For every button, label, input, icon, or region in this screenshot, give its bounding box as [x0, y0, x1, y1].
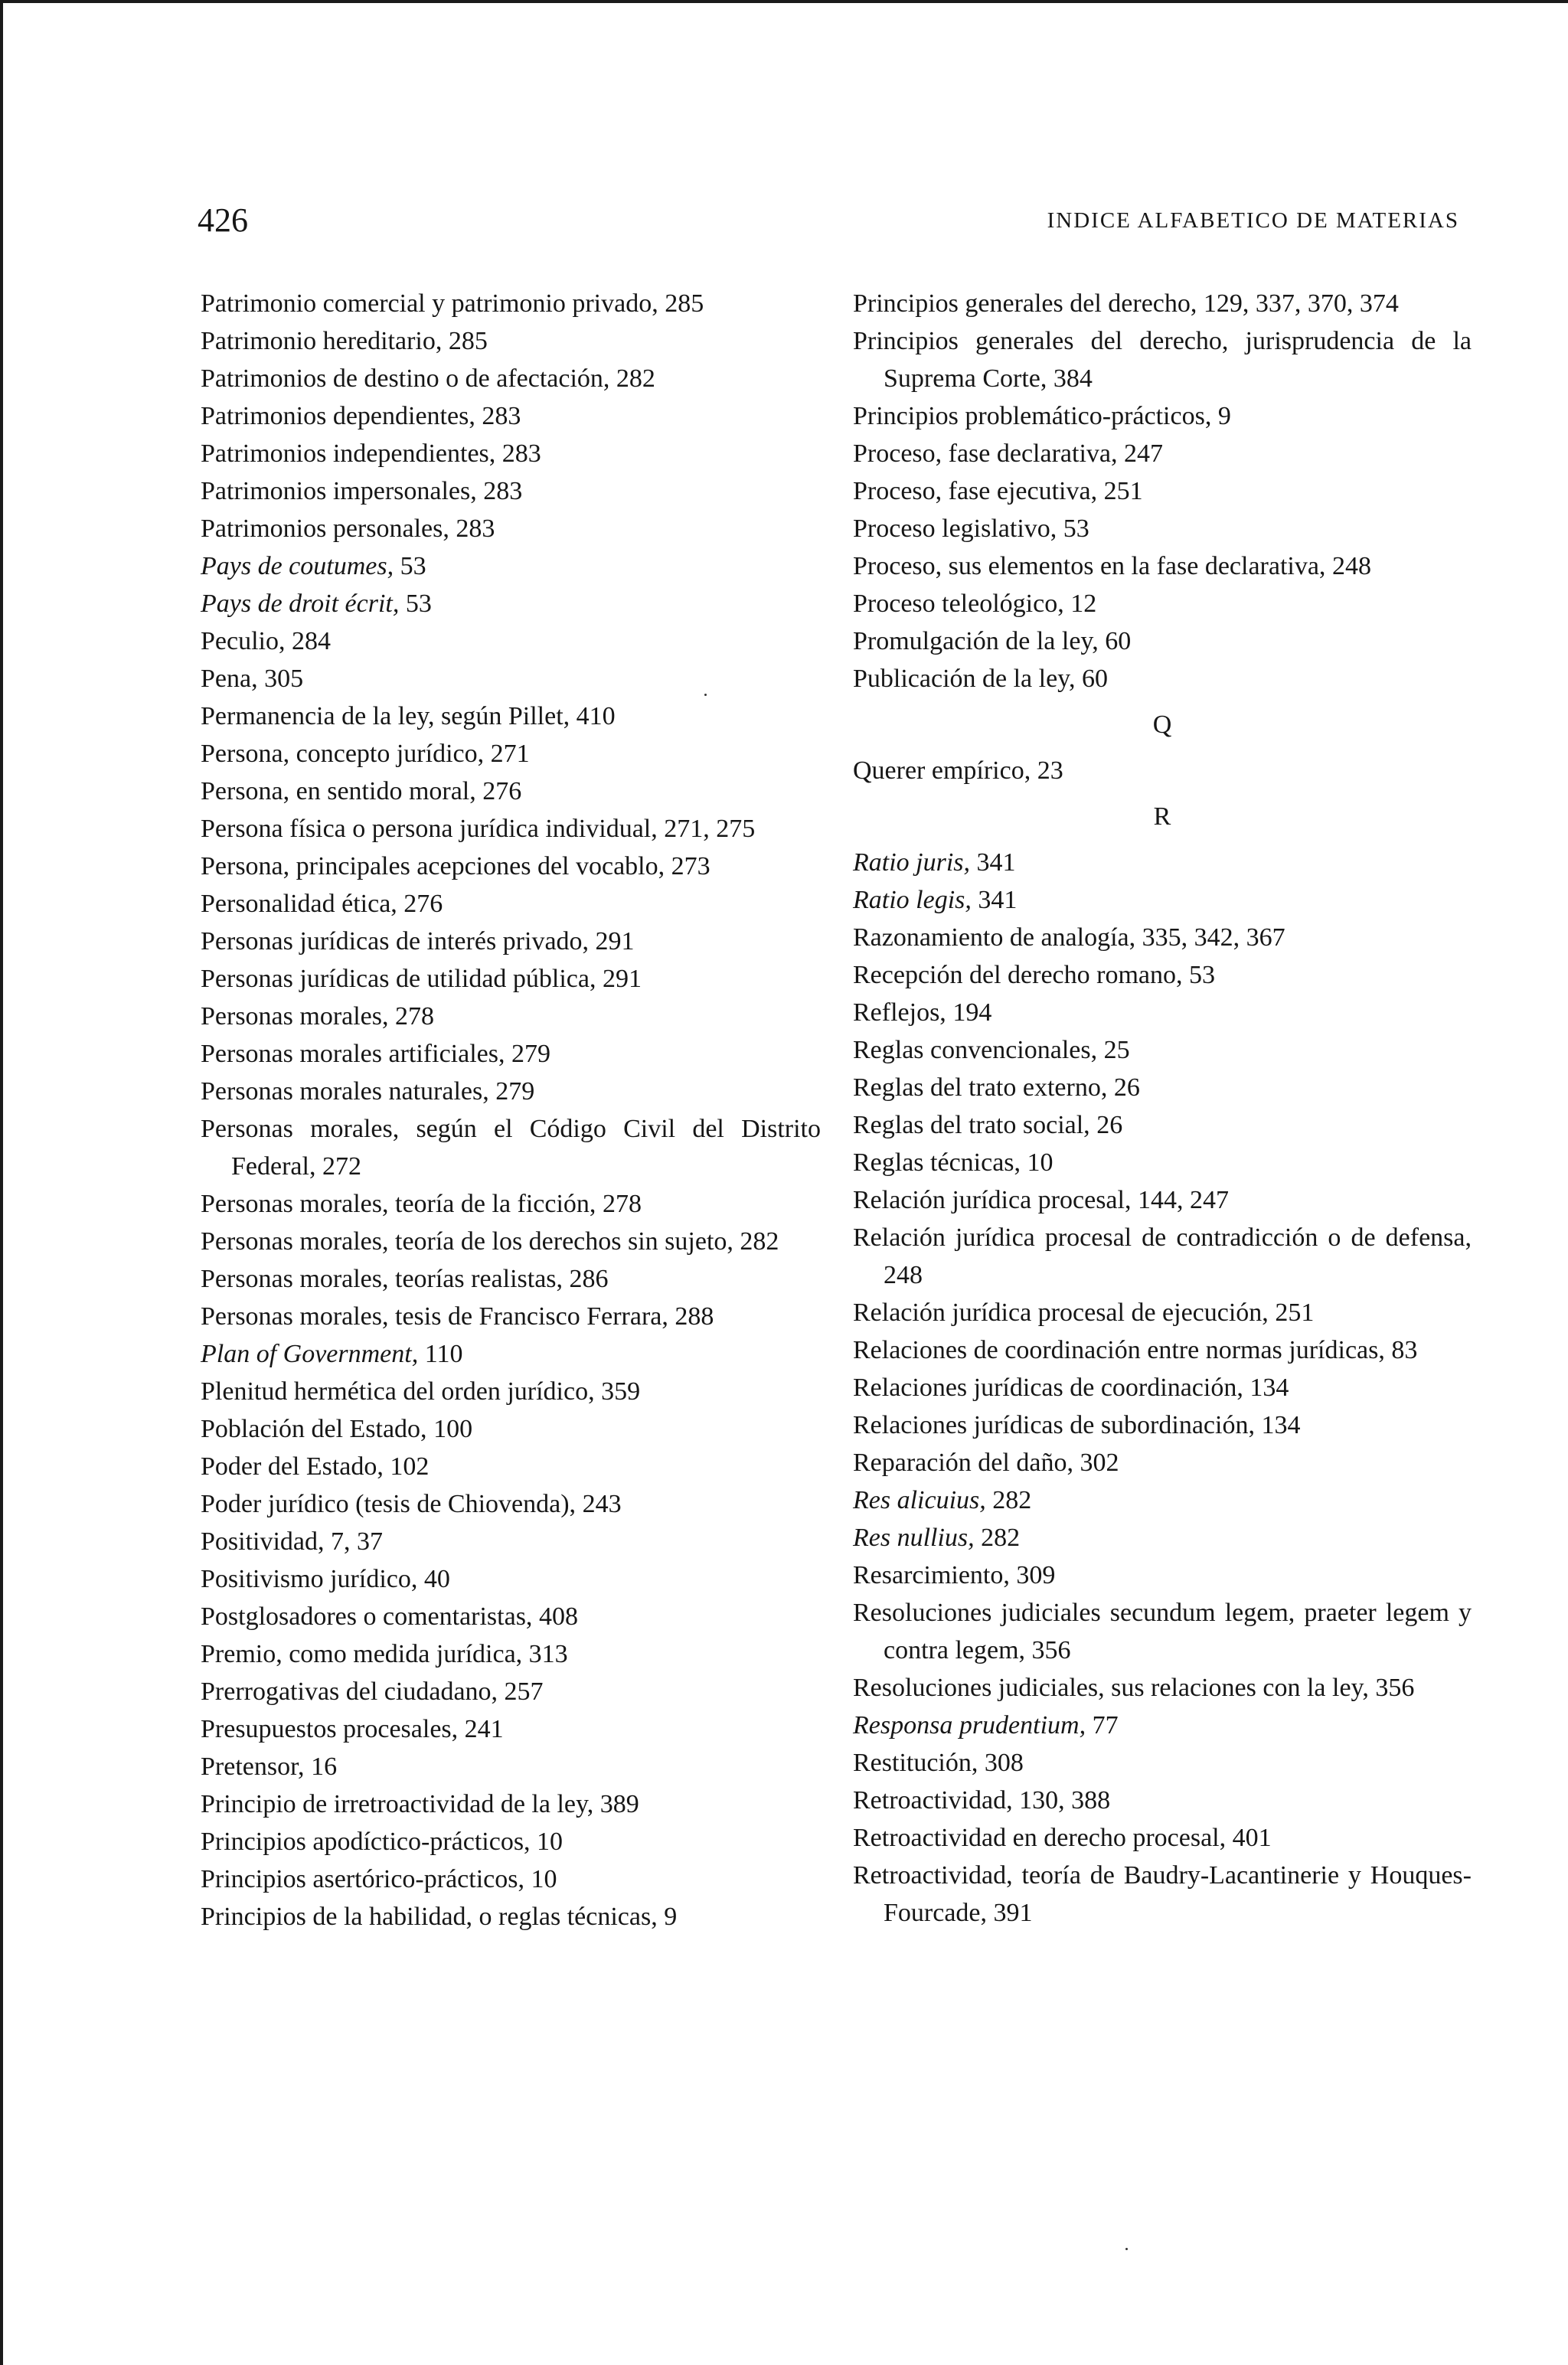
index-entry	[201, 1298, 821, 1335]
index-entry	[853, 956, 1472, 994]
index-entry	[853, 660, 1472, 697]
page-refs: 273	[671, 852, 710, 880]
page-refs: 309	[1016, 1561, 1056, 1589]
page-refs: 384	[1053, 364, 1093, 393]
index-entry	[853, 1369, 1472, 1406]
page-edge-top	[0, 0, 1568, 3]
page-refs: 60	[1105, 627, 1132, 655]
page-refs: 276	[403, 890, 443, 918]
index-term: Relación jurídica procesal de ejecución,	[853, 1298, 1269, 1327]
index-entry	[201, 585, 821, 622]
index-entry	[201, 1448, 821, 1485]
index-term: Premio, como medida jurídica,	[201, 1640, 523, 1668]
index-term: Resoluciones judiciales, sus relaciones con la ley,	[853, 1674, 1369, 1702]
index-entry	[853, 397, 1472, 435]
index-entry	[201, 1785, 821, 1823]
page-refs: 10	[1027, 1148, 1054, 1177]
page-refs: 194	[952, 998, 992, 1027]
index-entry	[201, 1635, 821, 1673]
index-term: Patrimonios de destino o de afectación,	[201, 364, 610, 393]
page-refs: 10	[537, 1828, 564, 1856]
index-entry	[853, 622, 1472, 660]
index-column-right	[853, 285, 1472, 1932]
index-term: Personas morales artificiales,	[201, 1040, 505, 1068]
index-term: Presupuestos procesales,	[201, 1715, 459, 1743]
index-entry	[853, 1782, 1472, 1819]
index-term: Principios problemático-prácticos,	[853, 402, 1212, 430]
index-entry	[853, 285, 1472, 322]
index-entry	[853, 1106, 1472, 1144]
page-refs: 291	[603, 965, 642, 993]
index-entry	[201, 1335, 821, 1373]
index-term: Relación jurídica procesal,	[853, 1186, 1132, 1214]
index-term: Poder jurídico (tesis de Chiovenda),	[201, 1490, 577, 1518]
index-term: Res alicuius,	[853, 1486, 986, 1514]
index-term: Personas morales, según el Código Civil del Distrito Federal,	[201, 1115, 821, 1181]
page-refs: 313	[528, 1640, 568, 1668]
page-refs: 257	[504, 1677, 544, 1706]
index-term: Principios asertórico-prácticos,	[201, 1865, 524, 1893]
index-term: Personas morales,	[201, 1002, 389, 1031]
index-term: Plan of Government,	[201, 1340, 419, 1368]
page-refs: 356	[1375, 1674, 1415, 1702]
index-entry	[201, 1073, 821, 1110]
index-entry	[201, 472, 821, 510]
index-entry	[201, 1035, 821, 1073]
section-letter-text: Q	[1152, 710, 1172, 739]
index-entry	[201, 1560, 821, 1598]
index-entry	[201, 397, 821, 435]
index-term: Retroactividad en derecho procesal,	[853, 1824, 1227, 1852]
page-refs: 12	[1070, 590, 1097, 618]
index-entry	[201, 360, 821, 397]
page-refs: 276	[482, 777, 522, 805]
index-entry	[201, 1110, 821, 1185]
page-refs: 248	[884, 1261, 923, 1289]
page-refs: 83	[1391, 1336, 1418, 1364]
page-refs: 283	[456, 514, 495, 543]
index-term: Persona física o persona jurídica individual,	[201, 815, 658, 843]
page-refs: 283	[501, 439, 541, 468]
index-entry	[853, 1069, 1472, 1106]
section-letter	[853, 706, 1472, 744]
index-entry	[201, 285, 821, 322]
index-term: Responsa prudentium,	[853, 1711, 1086, 1739]
index-term: Restitución,	[853, 1749, 978, 1777]
page-refs: 410	[576, 702, 616, 730]
index-term: Personas morales, tesis de Francisco Ferrara,	[201, 1302, 668, 1331]
paper-speck	[704, 694, 707, 696]
index-term: Población del Estado,	[201, 1415, 427, 1443]
index-entry	[853, 1444, 1472, 1481]
page-refs: 391	[993, 1899, 1033, 1927]
index-entry	[201, 1485, 821, 1523]
page-refs: 278	[602, 1190, 642, 1218]
index-entry	[201, 660, 821, 697]
index-entry	[853, 1406, 1472, 1444]
index-entry	[201, 735, 821, 773]
page-refs: 389	[599, 1790, 639, 1818]
page-refs: 251	[1275, 1298, 1315, 1327]
index-entry	[853, 752, 1472, 789]
page-refs: 60	[1081, 665, 1108, 693]
index-entry	[853, 1669, 1472, 1707]
index-entry	[201, 773, 821, 810]
index-entry	[201, 322, 821, 360]
page-refs: 9	[1217, 402, 1231, 430]
index-term: Postglosadores o comentaristas,	[201, 1602, 533, 1631]
index-entry	[853, 1857, 1472, 1932]
index-entry	[853, 1594, 1472, 1669]
index-entry	[201, 435, 821, 472]
index-entry	[201, 923, 821, 960]
page-refs: 53	[400, 552, 426, 580]
index-term: Relación jurídica procesal de contradicción o de defensa,	[853, 1223, 1472, 1252]
page-refs: 102	[390, 1452, 430, 1481]
index-term: Patrimonios dependientes,	[201, 402, 475, 430]
page-refs: 7, 37	[331, 1527, 384, 1556]
page-refs: 308	[984, 1749, 1024, 1777]
index-entry	[201, 1598, 821, 1635]
page-refs: 134	[1250, 1374, 1289, 1402]
index-term: Principios apodíctico-prácticos,	[201, 1828, 531, 1856]
page-number: 426	[198, 201, 248, 239]
index-term: Personas jurídicas de interés privado,	[201, 927, 590, 955]
page-refs: 282	[616, 364, 655, 393]
index-term: Retroactividad, teoría de Baudry-Lacantinerie y Houques-Fourcade,	[853, 1861, 1472, 1927]
index-entry	[201, 1673, 821, 1710]
page-refs: 291	[595, 927, 635, 955]
index-term: Relaciones jurídicas de coordinación,	[853, 1374, 1243, 1402]
index-term: Proceso teleológico,	[853, 590, 1064, 618]
index-term: Persona, principales acepciones del vocablo,	[201, 852, 665, 880]
index-entry	[853, 1557, 1472, 1594]
page-refs: 53	[1063, 514, 1089, 543]
page-refs: 144, 247	[1137, 1186, 1229, 1214]
index-entry	[853, 547, 1472, 585]
index-entry	[853, 1294, 1472, 1331]
index-term: Promulgación de la ley,	[853, 627, 1099, 655]
index-term: Persona, concepto jurídico,	[201, 740, 485, 768]
page-refs: 282	[981, 1524, 1021, 1552]
page-refs: 130, 388	[1019, 1786, 1111, 1815]
page-refs: 271, 275	[664, 815, 756, 843]
index-entry	[853, 844, 1472, 881]
section-letter	[853, 798, 1472, 836]
index-entry	[201, 1223, 821, 1260]
index-term: Recepción del derecho romano,	[853, 961, 1183, 989]
index-term: Personas jurídicas de utilidad pública,	[201, 965, 596, 993]
page-refs: 285	[665, 289, 704, 318]
page-refs: 359	[601, 1377, 641, 1406]
page-refs: 53	[1188, 961, 1215, 989]
page-refs: 9	[664, 1903, 678, 1931]
index-term: Plenitud hermética del orden jurídico,	[201, 1377, 595, 1406]
page-refs: 243	[582, 1490, 622, 1518]
index-entry	[201, 1748, 821, 1785]
page-refs: 241	[464, 1715, 504, 1743]
index-term: Principios de la habilidad, o reglas técnicas,	[201, 1903, 658, 1931]
page-refs: 305	[264, 665, 304, 693]
index-term: Reglas del trato externo,	[853, 1073, 1108, 1102]
index-entry	[201, 1410, 821, 1448]
index-term: Principios generales del derecho,	[853, 289, 1197, 318]
index-term: Prerrogativas del ciudadano,	[201, 1677, 498, 1706]
index-entry	[853, 1707, 1472, 1744]
page-refs: 251	[1103, 477, 1143, 505]
index-term: Poder del Estado,	[201, 1452, 384, 1481]
index-entry	[201, 998, 821, 1035]
index-column-left	[201, 285, 821, 1935]
page-refs: 16	[311, 1753, 338, 1781]
page-header	[198, 198, 1459, 243]
index-entry	[853, 1331, 1472, 1369]
page-refs: 247	[1124, 439, 1163, 468]
index-term: Relaciones de coordinación entre normas jurídicas,	[853, 1336, 1385, 1364]
index-term: Principio de irretroactividad de la ley,	[201, 1790, 594, 1818]
index-entry	[201, 547, 821, 585]
page-refs: 100	[433, 1415, 473, 1443]
index-term: Patrimonios personales,	[201, 514, 449, 543]
index-entry	[853, 1181, 1472, 1219]
page-refs: 341	[978, 886, 1018, 914]
page-refs: 25	[1103, 1036, 1130, 1064]
index-entry	[201, 1260, 821, 1298]
index-entry	[201, 1898, 821, 1935]
index-term: Proceso, fase declarativa,	[853, 439, 1118, 468]
index-entry	[853, 322, 1472, 397]
page-refs: 248	[1331, 552, 1371, 580]
page-refs: 10	[531, 1865, 557, 1893]
index-term: Reparación del daño,	[853, 1449, 1073, 1477]
index-term: Principios generales del derecho, jurisprudencia de la Suprema Corte,	[853, 327, 1472, 393]
page-refs: 271	[490, 740, 530, 768]
index-entry	[853, 881, 1472, 919]
page-refs: 408	[538, 1602, 578, 1631]
index-entry	[201, 960, 821, 998]
page-refs: 284	[291, 627, 331, 655]
index-term: Positivismo jurídico,	[201, 1565, 418, 1593]
index-term: Persona, en sentido moral,	[201, 777, 476, 805]
index-entry	[853, 585, 1472, 622]
page-refs: 129, 337, 370, 374	[1203, 289, 1399, 318]
index-term: Patrimonio comercial y patrimonio privado,	[201, 289, 658, 318]
index-entry	[853, 1819, 1472, 1857]
index-entry	[853, 1031, 1472, 1069]
index-entry	[201, 848, 821, 885]
index-entry	[201, 510, 821, 547]
page-refs: 283	[482, 402, 521, 430]
index-term: Pays de droit écrit,	[201, 590, 400, 618]
page-refs: 282	[992, 1486, 1032, 1514]
page-refs: 26	[1096, 1111, 1123, 1139]
page-refs: 279	[511, 1040, 550, 1068]
index-entry	[853, 1219, 1472, 1294]
page-refs: 341	[976, 848, 1016, 877]
index-entry	[853, 1144, 1472, 1181]
index-term: Reglas técnicas,	[853, 1148, 1021, 1177]
index-entry	[201, 1373, 821, 1410]
section-letter-text: R	[1153, 802, 1171, 831]
page-refs: 286	[569, 1265, 609, 1293]
index-term: Permanencia de la ley, según Pillet,	[201, 702, 570, 730]
index-term: Ratio legis,	[853, 886, 972, 914]
index-term: Proceso legislativo,	[853, 514, 1057, 543]
index-term: Reflejos,	[853, 998, 946, 1027]
index-entry	[201, 1523, 821, 1560]
index-entry	[853, 994, 1472, 1031]
index-term: Pretensor,	[201, 1753, 305, 1781]
page-refs: 279	[495, 1077, 535, 1106]
index-entry	[201, 1710, 821, 1748]
index-entry	[201, 622, 821, 660]
index-entry	[853, 435, 1472, 472]
page-refs: 40	[423, 1565, 450, 1593]
index-entry	[853, 1519, 1472, 1557]
index-entry	[853, 1481, 1472, 1519]
page-refs: 401	[1232, 1824, 1272, 1852]
index-term: Peculio,	[201, 627, 286, 655]
index-term: Personas morales, teorías realistas,	[201, 1265, 564, 1293]
index-entry	[201, 1185, 821, 1223]
page-refs: 134	[1261, 1411, 1301, 1439]
index-term: Publicación de la ley,	[853, 665, 1076, 693]
page-refs: 110	[424, 1340, 463, 1368]
index-term: Resarcimiento,	[853, 1561, 1010, 1589]
index-term: Reglas convencionales,	[853, 1036, 1098, 1064]
index-entry	[201, 885, 821, 923]
index-term: Retroactividad,	[853, 1786, 1013, 1815]
index-term: Relaciones jurídicas de subordinación,	[853, 1411, 1255, 1439]
paper-speck	[1125, 2248, 1128, 2250]
index-term: Proceso, sus elementos en la fase declarativa,	[853, 552, 1326, 580]
page-refs: 283	[483, 477, 523, 505]
page-refs: 23	[1037, 756, 1063, 785]
page-refs: 288	[675, 1302, 714, 1331]
index-term: Positividad,	[201, 1527, 325, 1556]
running-title: INDICE ALFABETICO DE MATERIAS	[1047, 208, 1459, 233]
index-term: Personalidad ética,	[201, 890, 397, 918]
index-entry	[201, 810, 821, 848]
index-term: Personas morales, teoría de los derechos sin sujeto,	[201, 1227, 733, 1256]
index-term: Querer empírico,	[853, 756, 1031, 785]
page-refs: 278	[395, 1002, 435, 1031]
page-refs: 356	[1031, 1636, 1071, 1664]
index-term: Pena,	[201, 665, 258, 693]
index-term: Ratio juris,	[853, 848, 971, 877]
index-term: Personas morales naturales,	[201, 1077, 489, 1106]
index-term: Personas morales, teoría de la ficción,	[201, 1190, 596, 1218]
index-term: Patrimonio hereditario,	[201, 327, 443, 355]
page-refs: 77	[1092, 1711, 1119, 1739]
index-term: Razonamiento de analogía,	[853, 923, 1136, 952]
page-edge-left	[0, 0, 3, 2365]
index-term: Patrimonios independientes,	[201, 439, 496, 468]
page-refs: 272	[322, 1152, 361, 1181]
index-term: Res nullius,	[853, 1524, 975, 1552]
index-term: Pays de coutumes,	[201, 552, 394, 580]
page-refs: 302	[1080, 1449, 1119, 1477]
index-term: Reglas del trato social,	[853, 1111, 1090, 1139]
index-term: Proceso, fase ejecutiva,	[853, 477, 1098, 505]
index-entry	[201, 697, 821, 735]
index-entry	[201, 1860, 821, 1898]
page-refs: 335, 342, 367	[1142, 923, 1285, 952]
page-refs: 53	[405, 590, 432, 618]
index-entry	[853, 919, 1472, 956]
index-term: Patrimonios impersonales,	[201, 477, 477, 505]
index-term: Resoluciones judiciales secundum legem, praeter legem y contra legem,	[853, 1599, 1472, 1664]
index-entry	[853, 472, 1472, 510]
page-refs: 285	[448, 327, 488, 355]
page-refs: 26	[1113, 1073, 1140, 1102]
index-entry	[853, 510, 1472, 547]
index-entry	[853, 1744, 1472, 1782]
index-entry	[201, 1823, 821, 1860]
page-refs: 282	[740, 1227, 779, 1256]
